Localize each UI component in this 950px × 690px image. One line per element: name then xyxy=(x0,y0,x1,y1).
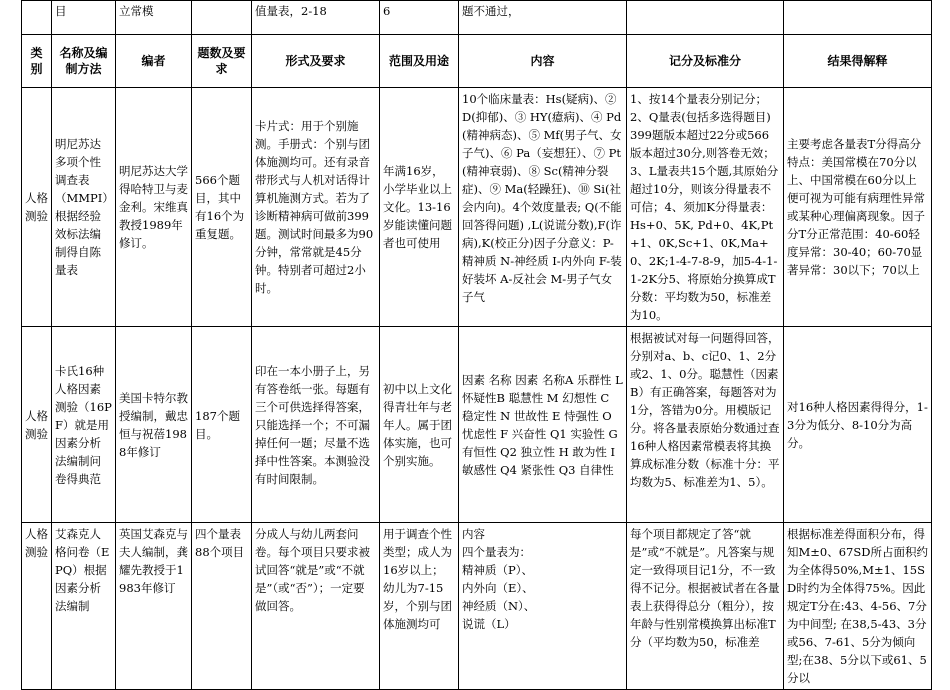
partial-cell-6: 6 xyxy=(380,1,459,35)
category-cell: 人格测验 xyxy=(22,327,52,523)
partial-cell-3: 立常模 xyxy=(116,1,192,35)
partial-cell-8 xyxy=(627,1,784,35)
author-cell: 明尼苏达大学得哈特卫与麦金利。宋维真教授1989年修订。 xyxy=(116,88,192,327)
scope-cell: 用于调查个性类型；成人为16岁以上；幼儿为7-15岁，个别与团体施测均可 xyxy=(380,523,459,690)
items-cell: 187个题目。 xyxy=(192,327,252,523)
partial-cell-9 xyxy=(784,1,932,35)
category-cell: 人格测验 xyxy=(22,523,52,690)
header-form: 形式及要求 xyxy=(252,35,380,88)
partial-cell-1 xyxy=(22,1,52,35)
header-content: 内容 xyxy=(459,35,627,88)
items-cell: 四个量表88个项目 xyxy=(192,523,252,690)
form-cell: 分成人与幼儿两套问卷。每个项目只要求被试回答“就是”或“不就是”（或“否”）；一定要做回答。 xyxy=(252,523,380,690)
content-cell: 因素 名称 因素 名称A 乐群性 L 怀疑性B 聪慧性 M 幻想性 C 稳定性 N 世故性 E 恃强性 O 忧虑性 F 兴奋性 Q1 实验性 G 有恒性 Q2 独立性 H 敢为性 I 敏感性 Q4 紧张性 Q3 自律性 xyxy=(459,327,627,523)
table-row xyxy=(22,88,932,327)
category-cell: 人格测验 xyxy=(22,88,52,327)
scoring-cell: 根据被试对每一问题得回答，分别对a、b、c记0、1、2分或2、1、0分。聪慧性（因素B）有正确答案，每题答对为1分，答错为0分。用模版记分。将各量表原始分数通过查16种人格因素常模表将其换算成标准分数（标准十分：平均数为5、标准差为1、5）。 xyxy=(627,327,784,523)
interpretation-cell: 主要考虑各量表T分得高分特点：美国常模在70分以上、中国常模在60分以上便可视为可能有病理性异常或某种心理偏离现象。因子分T分正常范围：40-60轻度异常：30-40；60-70显著异常：30以下；70以上 xyxy=(784,88,932,327)
header-interpretation: 结果得解释 xyxy=(784,35,932,88)
scoring-cell: 1、按14个量表分别记分；2、Q量表(包括多选得题目) 399题版本超过22分或566版本超过30分,则答卷无效；3、L量表共15个题,其原始分超过10分，则该分得量表不可信；4、须加K分得量表：Hs+0、5K, Pd+0、4K,Pt+1、0K,Sc+1、0K,Ma+0、2K;1-4-7-8-9，加5-4-1-1-2K分5、将原始分换算成T分数：平均数为50，标准差为10。 xyxy=(627,88,784,327)
header-category: 类别 xyxy=(22,35,52,88)
content-line: 说谎（L） xyxy=(462,617,516,631)
partial-cell-7: 题不通过， xyxy=(459,1,627,35)
scoring-cell: 每个项目都规定了答“就是”或“不就是”。凡答案与规定一致得项目记1分，不一致得不记分。根据被试者在各量表上获得得总分（粗分），按年龄与性别常模换算出标准T分（平均数为50，标准差 xyxy=(627,523,784,690)
form-cell: 卡片式：用于个别施测。手册式：个别与团体施测均可。还有录音带形式与人机对话得计算机施测方式。若为了诊断精神病可做前399题。测试时间最多为90分钟，常常就是45分钟。特别者可超过2小时。 xyxy=(252,88,380,327)
psych-test-table xyxy=(21,0,932,690)
header-scope: 范围及用途 xyxy=(380,35,459,88)
partial-cell-2: 目 xyxy=(52,1,116,35)
content-line: 四个量表为： xyxy=(462,545,531,559)
header-row xyxy=(22,35,932,88)
interpretation-cell: 根据标准差得面积分布，得知M±0、67SD所占面积约为全体得50%,M±1、15SD时约为全体得75%。因此规定T分在:43、4-56、7分为中间型; 在38,5-43、3分或56、7-61、5分为倾向型;在38、5分以下或61、5分以 xyxy=(784,523,932,690)
table-row xyxy=(22,327,932,523)
test-name-cell: 明尼苏达多项个性调查表（MMPI）根据经验效标法编制得自陈量表 xyxy=(52,88,116,327)
header-items: 题数及要求 xyxy=(192,35,252,88)
header-scoring: 记分及标准分 xyxy=(627,35,784,88)
partial-top-row xyxy=(22,1,932,35)
content-line: 精神质（P）、 xyxy=(462,563,533,577)
header-author: 编者 xyxy=(116,35,192,88)
scope-cell: 年满16岁，小学毕业以上文化。13-16岁能读懂问题者也可使用 xyxy=(380,88,459,327)
test-name-cell: 艾森克人格问卷（EPQ）根据因素分析法编制 xyxy=(52,523,116,690)
form-cell: 印在一本小册子上，另有答卷纸一张。每题有三个可供选择得答案，只能选择一个；不可漏掉任何一题；尽量不选择中性答案。本测验没有时间限制。 xyxy=(252,327,380,523)
partial-cell-4 xyxy=(192,1,252,35)
content-cell: 10个临床量表：Hs(疑病)、② D(抑郁)、③ HY(癔病)、④ Pd(精神病态)、⑤ Mf(男子气、女子气)、⑥ Pa（妄想狂）、⑦ Pt(精神衰弱)、⑧ Sc(精神分裂症)、⑨ Ma(轻躁狂)、⑩ Si(社会内向)。4个效度量表; Q(不能回答得问题) ,L(说谎分数),F(诈病),K(校正分)因子分意义：P-精神质 N-神经质 I-内外向 F-装好装坏 A-反社会 M-男子气女子气 xyxy=(459,88,627,327)
author-cell: 英国艾森克与夫人编制，龚耀先教授于1983年修订 xyxy=(116,523,192,690)
test-name-cell: 卡氏16种人格因素测验（16PF）就是用因素分析法编制问卷得典范 xyxy=(52,327,116,523)
content-line: 内外向（E）、 xyxy=(462,581,534,595)
content-cell xyxy=(459,523,627,690)
scope-cell: 初中以上文化得青壮年与老年人。属于团体实施，也可个别实施。 xyxy=(380,327,459,523)
content-line: 神经质（N）、 xyxy=(462,599,536,613)
content-line: 内容 xyxy=(462,527,485,541)
interpretation-cell: 对16种人格因素得得分，1-3分为低分、8-10分为高分。 xyxy=(784,327,932,523)
header-name: 名称及编制方法 xyxy=(52,35,116,88)
table-row xyxy=(22,523,932,690)
items-cell: 566个题目，其中有16个为重复题。 xyxy=(192,88,252,327)
author-cell: 美国卡特尔教授编制，戴忠恒与祝蓓1988年修订 xyxy=(116,327,192,523)
partial-cell-5: 值量表，2-18 xyxy=(252,1,380,35)
